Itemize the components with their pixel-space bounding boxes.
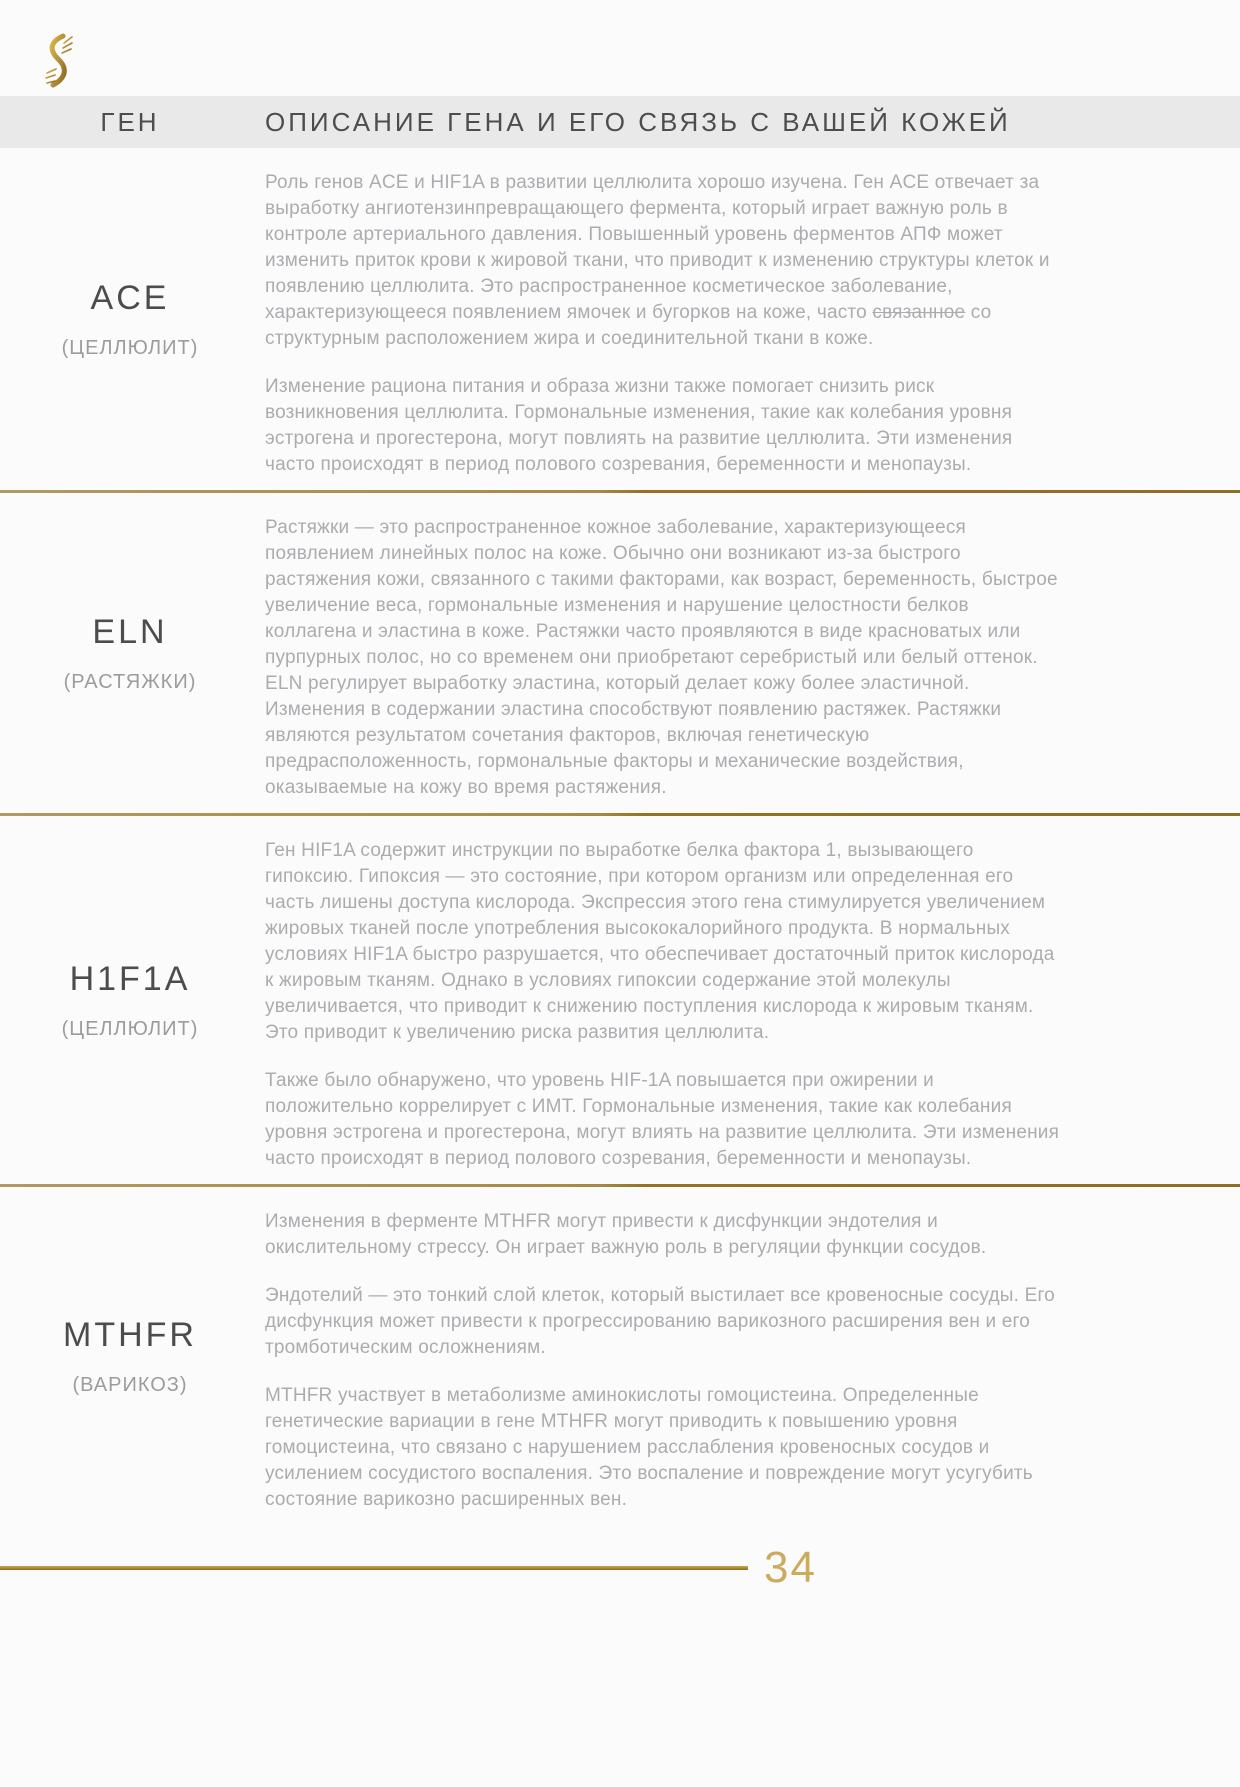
description-text: Ген HIF1A содержит инструкции по выработке белка фактора 1, вызывающего гипоксию. Гипоксия — это состояние, при котором организм или определенная его часть лишены доступа кислорода. Экспрессия этого гена стимулируется увеличением жировых тканей после употребления высококалорийного продукта. В нормальных условиях HIF1A быстро разрушается, что обеспечивает достаточный приток кислорода к жировым тканям. Однако в условиях гипоксии содержание этой молекулы увеличивается, что приводит к снижению поступления кислорода к жировым тканям. Это приводит к увеличению риска развития целлюлита. — [265, 840, 1055, 1043]
description-text: Изменения в ферменте MTHFR могут привести к дисфункции эндотелия и окислительному стрессу. Он играет важную роль в регуляции функции сосудов. — [265, 1211, 987, 1258]
page-number: 34 — [764, 1543, 817, 1592]
gene-row-eln — [0, 493, 1240, 813]
description-paragraph — [265, 515, 1060, 801]
gene-cell — [0, 493, 260, 813]
gene-subtitle: (ЦЕЛЛЮЛИТ) — [61, 1017, 199, 1040]
gene-description-cell — [260, 816, 1060, 1184]
gene-subtitle: (ВАРИКОЗ) — [72, 1373, 188, 1396]
description-text: со структурным расположением жира и соединительной ткани в коже. — [265, 302, 992, 349]
description-text: MTHFR участвует в метаболизме аминокислоты гомоцистеина. Определенные генетические вариации в гене MTHFR могут приводить к повышению уровня гомоцистеина, что связано с нарушением расслабления кровеносных сосудов и усилением сосудистого воспаления. Это воспаление и повреждение могут усугубить состояние варикозно расширенных вен. — [265, 1385, 1033, 1510]
description-column-header: ОПИСАНИЕ ГЕНА И ЕГО СВЯЗЬ С ВАШЕЙ КОЖЕЙ — [265, 106, 1011, 137]
table-header — [0, 96, 1240, 148]
description-paragraph — [265, 838, 1060, 1046]
description-text: Изменение рациона питания и образа жизни также помогает снизить риск возникновения целлюлита. Гормональные изменения, такие как колебания уровня эстрогена и прогестерона, могут повлиять на развитие целлюлита. Эти изменения часто происходят в период полового созревания, беременности и менопаузы. — [265, 376, 1013, 475]
gene-subtitle: (ЦЕЛЛЮЛИТ) — [61, 336, 199, 359]
description-paragraph — [265, 1283, 1060, 1361]
description-paragraph — [265, 170, 1060, 352]
gene-subtitle: (РАСТЯЖКИ) — [63, 670, 197, 693]
gene-row-ace — [0, 148, 1240, 490]
gene-description-cell — [260, 1187, 1060, 1525]
footer-divider — [0, 1566, 748, 1570]
gene-cell — [0, 816, 260, 1184]
dna-helix-logo-icon — [42, 33, 76, 89]
description-paragraph — [265, 374, 1060, 478]
gene-name: ELN — [92, 612, 168, 651]
description-paragraph — [265, 1383, 1060, 1513]
dna-helix-icon — [42, 33, 76, 89]
gene-cell — [0, 1187, 260, 1525]
description-text: Эндотелий — это тонкий слой клеток, который выстилает все кровеносные сосуды. Его дисфункция может привести к прогрессированию варикозного расширения вен и его тромботическим осложнениям. — [265, 1285, 1055, 1358]
description-text: связанное — [872, 302, 966, 323]
gene-row-h1f1a — [0, 816, 1240, 1184]
gene-description-cell — [260, 148, 1060, 490]
description-paragraph — [265, 1209, 1060, 1261]
gene-description-cell — [260, 493, 1060, 813]
gene-column-header: ГЕН — [100, 106, 160, 137]
gene-name: H1F1A — [69, 959, 191, 998]
description-text: Также было обнаружено, что уровень HIF-1A повышается при ожирении и положительно коррелирует с ИМТ. Гормональные изменения, такие как колебания уровня эстрогена и прогестерона, могут влиять на развитие целлюлита. Эти изменения часто происходят в период полового созревания, беременности и менопаузы. — [265, 1070, 1060, 1169]
gene-row-mthfr — [0, 1187, 1240, 1525]
page-footer — [0, 1543, 1240, 1593]
gene-name: MTHFR — [63, 1315, 197, 1354]
description-text: Роль генов ACE и HIF1A в развитии целлюлита хорошо изучена. Ген ACE отвечает за выработку ангиотензинпревращающего фермента, который играет важную роль в контроле артериального давления. Повышенный уровень ферментов АПФ может изменить приток крови к жировой ткани, что приводит к изменению структуры клеток и появлению целлюлита. Это распространенное косметическое заболевание, характеризующееся появлением ямочек и бугорков на коже, часто — [265, 172, 1050, 323]
description-paragraph — [265, 1068, 1060, 1172]
gene-cell — [0, 148, 260, 490]
description-text: Растяжки — это распространенное кожное заболевание, характеризующееся появлением линейных полос на коже. Обычно они возникают из-за быстрого растяжения кожи, связанного с такими факторами, как возраст, беременность, быстрое увеличение веса, гормональные изменения и нарушение целостности белков коллагена и эластина в коже. Растяжки часто проявляются в виде красноватых или пурпурных полос, но со временем они приобретают серебристый или белый оттенок. ELN регулирует выработку эластина, который делает кожу более эластичной. Изменения в содержании эластина способствуют появлению растяжек. Растяжки являются результатом сочетания факторов, включая генетическую предрасположенность, гормональные факторы и механические воздействия, оказываемые на кожу во время растяжения. — [265, 517, 1058, 798]
gene-table-body — [0, 148, 1240, 1525]
gene-name: ACE — [90, 278, 170, 317]
